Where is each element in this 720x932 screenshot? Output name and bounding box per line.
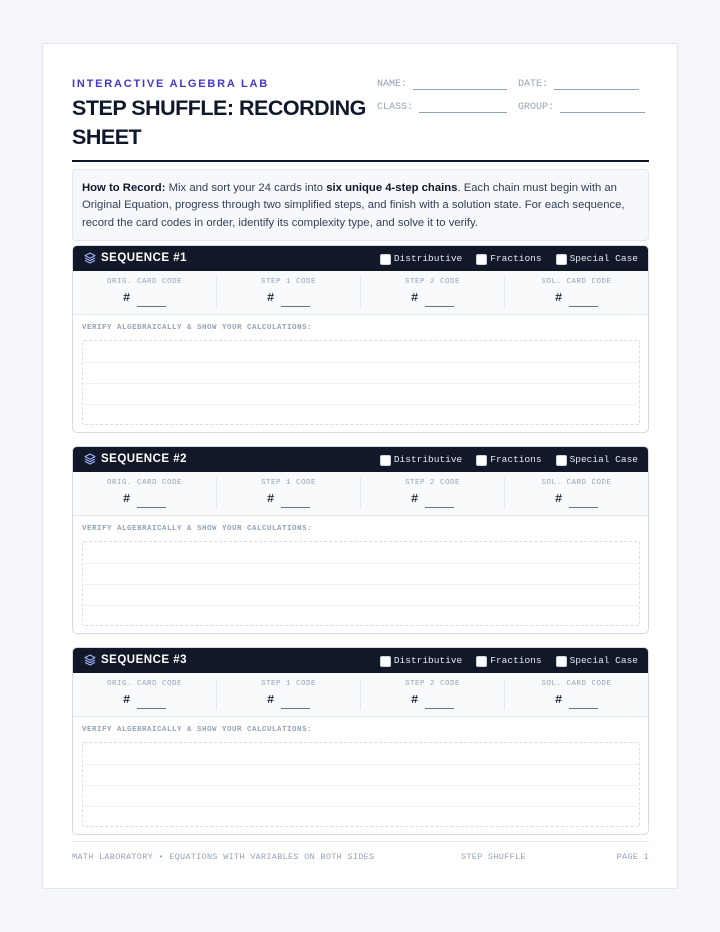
ruled-line [83, 383, 639, 384]
code-label: SOL. CARD CODE [541, 680, 612, 688]
fractions-label: Fractions [490, 454, 542, 465]
distributive-checkbox[interactable] [380, 656, 391, 667]
complexity-options [366, 654, 638, 667]
calculation-area[interactable] [82, 340, 640, 425]
page-footer [72, 841, 649, 862]
step-2-code-cell[interactable] [361, 277, 505, 308]
hash-symbol: # [411, 693, 419, 707]
option-fractions[interactable] [476, 252, 541, 265]
sequence-card [72, 245, 649, 433]
ruled-line [83, 563, 639, 564]
sol-card-code-cell[interactable] [505, 277, 648, 308]
option-fractions[interactable] [476, 654, 541, 667]
hash-symbol: # [123, 291, 131, 305]
orig-card-code-cell[interactable] [73, 679, 217, 710]
distributive-label: Distributive [393, 655, 463, 666]
code-label: STEP 1 CODE [260, 680, 316, 688]
ruled-line [83, 404, 639, 405]
code-label: ORIG. CARD CODE [106, 278, 182, 286]
option-fractions[interactable] [476, 453, 541, 466]
group-field-line[interactable] [560, 101, 645, 113]
sequence-header [73, 246, 648, 271]
distributive-label: Distributive [393, 454, 463, 465]
ruled-line [83, 764, 639, 765]
ruled-line [83, 605, 639, 606]
fractions-checkbox[interactable] [476, 455, 487, 466]
page-number: PAGE 1 [616, 852, 649, 862]
date-field[interactable] [518, 78, 639, 90]
card-codes-row [73, 472, 648, 516]
hash-symbol: # [411, 291, 419, 305]
code-entry-line[interactable] [137, 708, 166, 709]
code-label: SOL. CARD CODE [541, 278, 612, 286]
hash-symbol: # [267, 693, 275, 707]
code-entry-line[interactable] [281, 507, 310, 508]
ruled-line [83, 785, 639, 786]
sequence-title: SEQUENCE #2 [101, 453, 188, 465]
step-2-code-cell[interactable] [361, 478, 505, 509]
class-field[interactable] [377, 101, 507, 113]
code-entry-line[interactable] [425, 306, 454, 307]
special-case-checkbox[interactable] [556, 254, 567, 265]
complexity-options [366, 252, 638, 265]
sequence-title: SEQUENCE #3 [101, 654, 188, 666]
code-label: STEP 2 CODE [404, 278, 460, 286]
date-field-label: DATE: [518, 79, 549, 90]
step-1-code-cell[interactable] [217, 277, 361, 308]
code-label: ORIG. CARD CODE [106, 479, 182, 487]
card-codes-row [73, 673, 648, 717]
layers-icon [84, 252, 96, 264]
sequence-header [73, 648, 648, 673]
name-field[interactable] [377, 78, 507, 90]
code-entry-line[interactable] [569, 507, 598, 508]
ruled-line [83, 584, 639, 585]
option-distributive[interactable] [380, 453, 462, 466]
hash-symbol: # [411, 492, 419, 506]
verify-label: VERIFY ALGEBRAICALLY & SHOW YOUR CALCULATIONS: [82, 726, 313, 734]
instructions-bold: six unique 4-step chains [326, 182, 458, 194]
page-title: STEP SHUFFLE: RECORDING SHEET [72, 96, 366, 149]
sol-card-code-cell[interactable] [505, 478, 648, 509]
verify-label: VERIFY ALGEBRAICALLY & SHOW YOUR CALCULATIONS: [82, 324, 313, 332]
hash-symbol: # [267, 291, 275, 305]
lab-label: INTERACTIVE ALGEBRA LAB [72, 78, 270, 90]
name-field-line[interactable] [413, 78, 507, 90]
option-distributive[interactable] [380, 654, 462, 667]
sequence-card [72, 446, 649, 634]
code-entry-line[interactable] [425, 708, 454, 709]
fractions-label: Fractions [490, 655, 542, 666]
sequence-title: SEQUENCE #1 [101, 252, 188, 264]
fractions-checkbox[interactable] [476, 254, 487, 265]
sequence-header [73, 447, 648, 472]
recording-sheet [42, 43, 678, 889]
hash-symbol: # [123, 693, 131, 707]
code-label: STEP 1 CODE [260, 479, 316, 487]
code-entry-line[interactable] [281, 708, 310, 709]
instructions-text-1: Mix and sort your 24 cards into [165, 182, 327, 194]
distributive-checkbox[interactable] [380, 254, 391, 265]
special-case-label: Special Case [569, 253, 638, 264]
ruled-line [83, 362, 639, 363]
code-label: STEP 2 CODE [404, 680, 460, 688]
calculation-area[interactable] [82, 742, 640, 827]
code-label: ORIG. CARD CODE [106, 680, 182, 688]
verify-label: VERIFY ALGEBRAICALLY & SHOW YOUR CALCULATIONS: [82, 525, 313, 533]
layers-icon [84, 453, 96, 465]
header-divider [72, 160, 649, 162]
date-field-line[interactable] [554, 78, 639, 90]
code-entry-line[interactable] [137, 507, 166, 508]
option-distributive[interactable] [380, 252, 462, 265]
special-case-label: Special Case [569, 454, 638, 465]
sequence-card [72, 647, 649, 835]
fractions-label: Fractions [490, 253, 542, 264]
layers-icon [84, 654, 96, 666]
orig-card-code-cell[interactable] [73, 277, 217, 308]
code-entry-line[interactable] [569, 708, 598, 709]
step-1-code-cell[interactable] [217, 478, 361, 509]
hash-symbol: # [267, 492, 275, 506]
complexity-options [366, 453, 638, 466]
footer-left: MATH LABORATORY • EQUATIONS WITH VARIABLES ON BOTH SIDES [72, 852, 375, 862]
step-1-code-cell[interactable] [217, 679, 361, 710]
hash-symbol: # [123, 492, 131, 506]
hash-symbol: # [555, 492, 563, 506]
instructions-box [72, 169, 649, 241]
orig-card-code-cell[interactable] [73, 478, 217, 509]
code-entry-line[interactable] [137, 306, 166, 307]
special-case-label: Special Case [569, 655, 638, 666]
option-special-case[interactable] [556, 453, 638, 466]
code-entry-line[interactable] [281, 306, 310, 307]
group-field-label: GROUP: [518, 102, 555, 113]
distributive-checkbox[interactable] [380, 455, 391, 466]
instructions-lead: How to Record: [82, 182, 166, 194]
header [72, 76, 649, 162]
distributive-label: Distributive [393, 253, 463, 264]
footer-center: STEP SHUFFLE [461, 852, 526, 862]
group-field[interactable] [518, 101, 645, 113]
class-field-line[interactable] [419, 101, 507, 113]
code-entry-line[interactable] [425, 507, 454, 508]
option-special-case[interactable] [556, 654, 638, 667]
special-case-checkbox[interactable] [556, 455, 567, 466]
special-case-checkbox[interactable] [556, 656, 567, 667]
class-field-label: CLASS: [377, 102, 414, 113]
sol-card-code-cell[interactable] [505, 679, 648, 710]
code-entry-line[interactable] [569, 306, 598, 307]
card-codes-row [73, 271, 648, 315]
name-field-label: NAME: [377, 79, 408, 90]
code-label: STEP 1 CODE [260, 278, 316, 286]
option-special-case[interactable] [556, 252, 638, 265]
calculation-area[interactable] [82, 541, 640, 626]
code-label: STEP 2 CODE [404, 479, 460, 487]
ruled-line [83, 806, 639, 807]
hash-symbol: # [555, 693, 563, 707]
fractions-checkbox[interactable] [476, 656, 487, 667]
hash-symbol: # [555, 291, 563, 305]
instructions-text-2: . Each chain must begin with an Original Equation, progress through two simplified steps, and finish with a solution state. For each sequence, record the card codes in order, identify its complexity type, and solve it to verify. [82, 182, 625, 229]
step-2-code-cell[interactable] [361, 679, 505, 710]
code-label: SOL. CARD CODE [541, 479, 612, 487]
